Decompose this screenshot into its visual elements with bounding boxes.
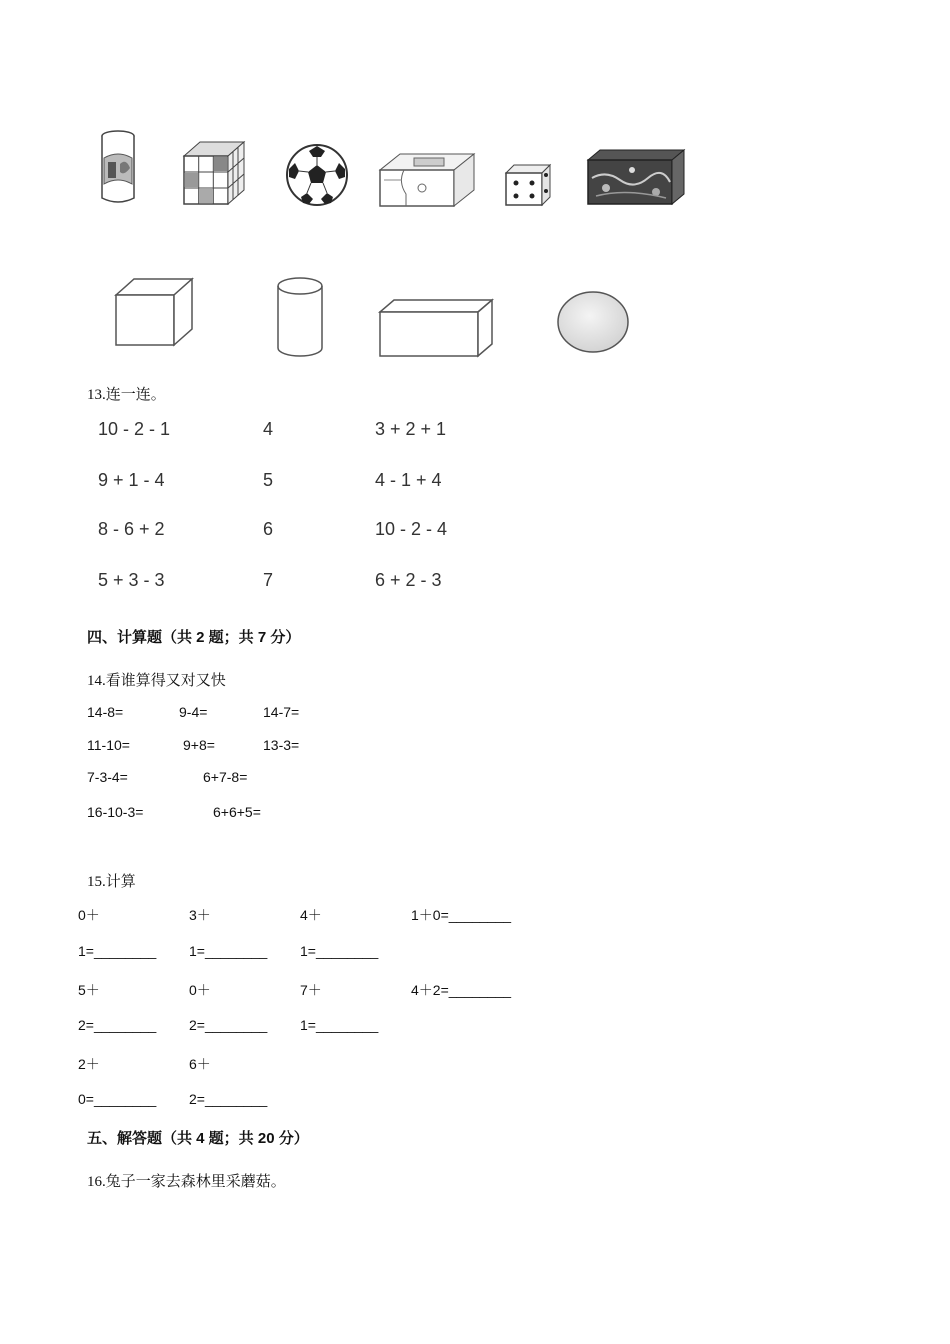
soccer-ball-icon <box>285 143 349 207</box>
rubiks-cube-icon <box>182 140 246 206</box>
q13-middle-4: 7 <box>263 570 274 590</box>
q15-item: 1=________ <box>189 943 268 959</box>
q14-title: 14.看谁算得又对又快 <box>87 673 226 689</box>
q15-item: 0＋ <box>78 907 100 923</box>
q15-item: 6＋ <box>189 1056 211 1072</box>
q15-item: 2=________ <box>189 1091 268 1107</box>
q14-item: 6+7-8= <box>203 769 248 785</box>
q13-title: 13.连一连。 <box>87 387 166 403</box>
q14-item: 9+8= <box>183 737 215 753</box>
q13-middle-2: 5 <box>263 470 274 490</box>
q15-item: 4＋ <box>300 907 322 923</box>
q15-item: 1=________ <box>300 1017 379 1033</box>
cube-shape-icon <box>112 275 194 347</box>
q15-item: 2=________ <box>78 1017 157 1033</box>
q13-right-3: 10 - 2 - 4 <box>375 519 448 539</box>
dice-icon <box>504 163 552 207</box>
sphere-shape-icon <box>556 290 630 354</box>
q16-title: 16.兔子一家去森林里采蘑菇。 <box>87 1174 286 1190</box>
q14-item: 14-8= <box>87 704 124 720</box>
q15-item: 1=________ <box>78 943 157 959</box>
cuboid-shape-icon <box>376 298 494 358</box>
q13-left-1: 10 - 2 - 1 <box>98 419 171 439</box>
section-4-heading: 四、计算题（共 2 题；共 7 分） <box>87 629 301 646</box>
q15-item: 2=________ <box>189 1017 268 1033</box>
cake-box-icon <box>586 148 686 206</box>
q14-item: 11-10= <box>87 737 130 753</box>
q13-right-2: 4 - 1 + 4 <box>375 470 442 490</box>
q13-middle-1: 4 <box>263 419 274 439</box>
q13-middle-3: 6 <box>263 519 274 539</box>
cylinder-shape-icon <box>274 276 326 360</box>
q15-item: 2＋ <box>78 1056 100 1072</box>
eraser-box-icon <box>378 152 476 208</box>
q13-right-1: 3 + 2 + 1 <box>375 419 447 439</box>
q13-left-3: 8 - 6 + 2 <box>98 519 165 539</box>
q15-item: 3＋ <box>189 907 211 923</box>
q15-title: 15.计算 <box>87 874 136 890</box>
q15-item: 7＋ <box>300 982 322 998</box>
q14-item: 14-7= <box>263 704 300 720</box>
q15-item: 0=________ <box>78 1091 157 1107</box>
q14-item: 6+6+5= <box>213 804 261 820</box>
q15-item: 1＋0=________ <box>411 907 512 923</box>
q15-item: 1=________ <box>300 943 379 959</box>
section-5-heading: 五、解答题（共 4 题；共 20 分） <box>87 1130 309 1147</box>
q15-item: 0＋ <box>189 982 211 998</box>
q15-item: 5＋ <box>78 982 100 998</box>
q13-left-4: 5 + 3 - 3 <box>98 570 165 590</box>
q15-item: 4＋2=________ <box>411 982 512 998</box>
q14-item: 13-3= <box>263 737 300 753</box>
q14-item: 7-3-4= <box>87 769 128 785</box>
q13-left-2: 9 + 1 - 4 <box>98 470 165 490</box>
q14-item: 9-4= <box>179 704 208 720</box>
q13-right-4: 6 + 2 - 3 <box>375 570 442 590</box>
glue-stick-icon <box>98 128 138 206</box>
q14-item: 16-10-3= <box>87 804 144 820</box>
